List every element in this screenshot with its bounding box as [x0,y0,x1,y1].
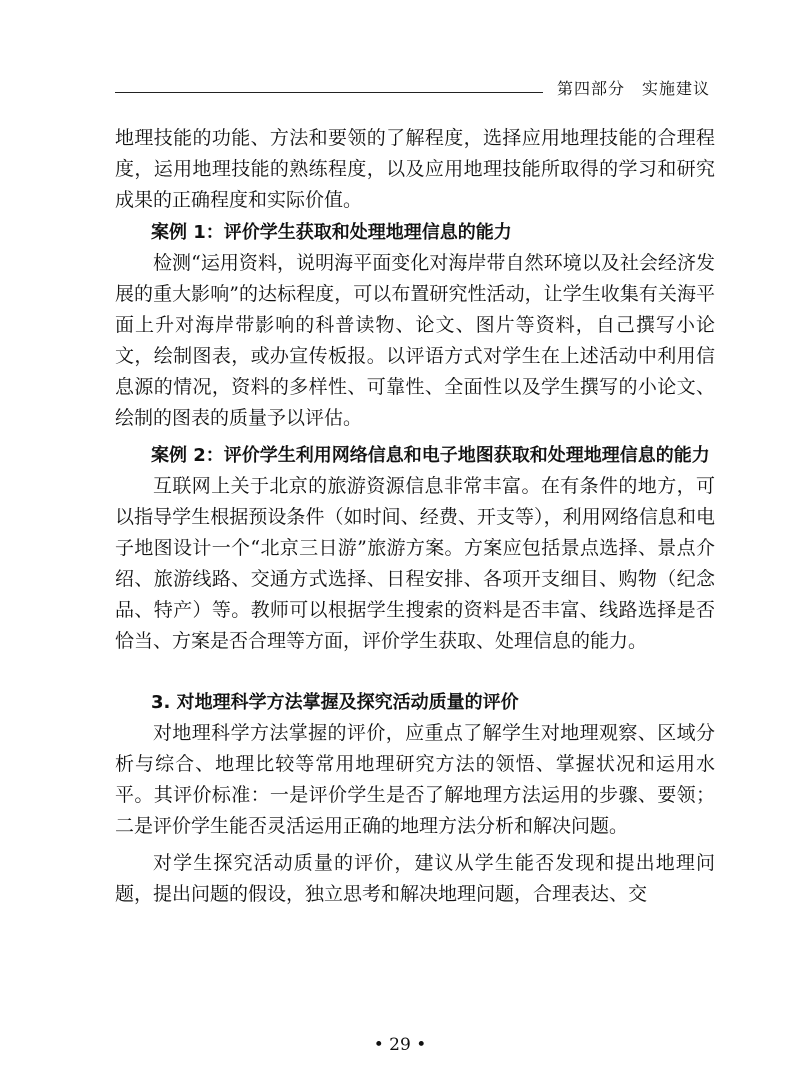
section3-paragraph-2: 对学生探究活动质量的评价，建议从学生能否发现和提出地理问题，提出问题的假设，独立思考和解决地理问题，合理表达、交 [115,852,715,905]
page-number: • 29 • [373,1035,427,1055]
case1-title: 案例 1：评价学生获取和处理地理信息的能力 [151,222,512,243]
case1-body: 检测“运用资料，说明海平面变化对海岸带自然环境以及社会经济发展的重大影响”的达标程度，可以布置研究性活动，让学生收集有关海平面上升对海岸带影响的科普读物、论文、图片等资料，自己撰写小论文，绘制图表，或办宣传板报。以评语方式对学生在上述活动中利用信息源的情况，资料的多样性、可靠性、全面性以及学生撰写的小论文、绘制的图表的质量予以评估。 [115,252,715,429]
page-body [115,123,715,910]
running-header [115,76,710,108]
section3-paragraph-1: 对地理科学方法掌握的评价，应重点了解学生对地理观察、区域分析与综合、地理比较等常用地理研究方法的领悟、掌握状况和运用水平。其评价标准：一是评价学生是否了解地理方法运用的步骤、要领；二是评价学生能否灵活运用正确的地理方法分析和解决问题。 [115,722,715,837]
intro-paragraph: 地理技能的功能、方法和要领的了解程度，选择应用地理技能的合理程度，运用地理技能的熟练程度，以及应用地理技能所取得的学习和研究成果的正确程度和实际价值。 [115,127,715,211]
section3-title: 3. 对地理科学方法掌握及探究活动质量的评价 [151,692,519,713]
case2-body: 互联网上关于北京的旅游资源信息非常丰富。在有条件的地方，可以指导学生根据预设条件（如时间、经费、开支等），利用网络信息和电子地图设计一个“北京三日游”旅游方案。方案应包括景点选择、景点介绍、旅游线路、交通方式选择、日程安排、各项开支细目、购物（纪念品、特产）等。教师可以根据学生搜索的资料是否丰富、线路选择是否恰当、方案是否合理等方面，评价学生获取、处理信息的能力。 [115,475,715,652]
case2-title: 案例 2：评价学生利用网络信息和电子地图获取和处理地理信息的能力 [151,445,710,466]
header-title: 第四部分 实施建议 [556,79,710,98]
header-rule [115,92,543,93]
